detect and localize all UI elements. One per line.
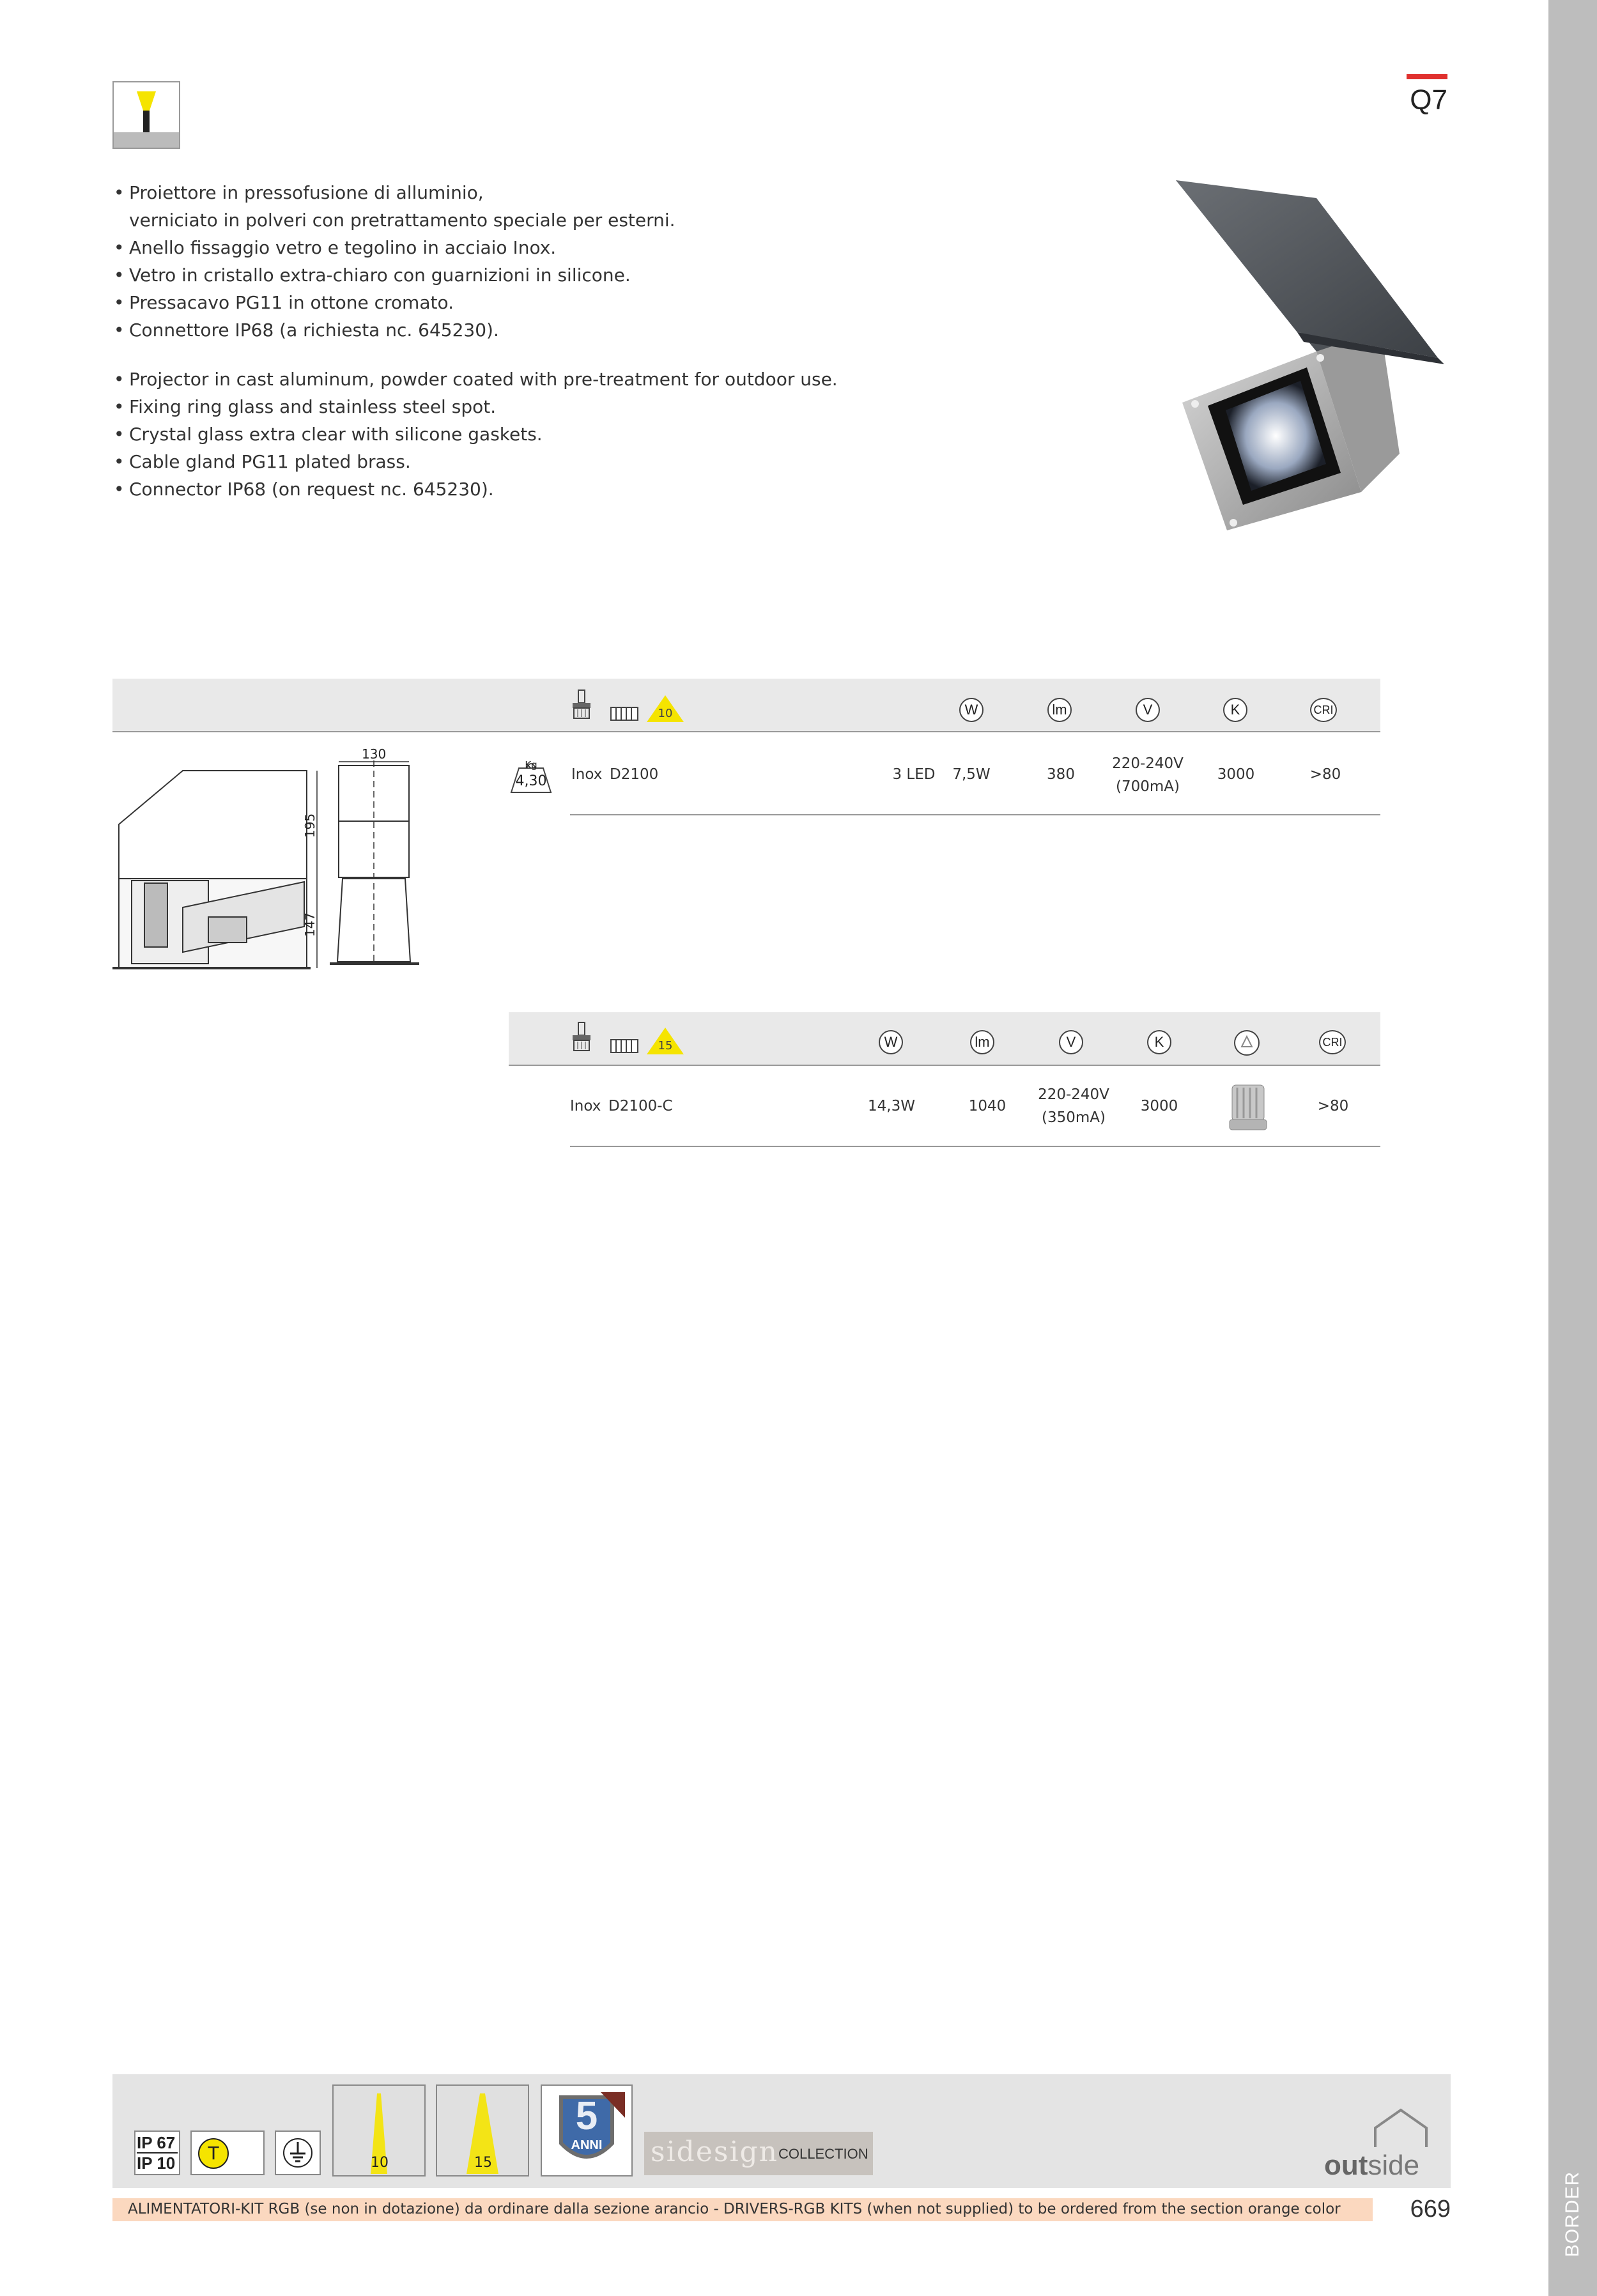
article-code: D2100-C — [608, 1098, 673, 1114]
description-english — [112, 366, 943, 503]
cri-icon: CRI — [1310, 698, 1337, 722]
warranty-years: 5 — [575, 2094, 598, 2138]
volt-icon: V — [1136, 698, 1160, 722]
dim-width: 130 — [362, 746, 387, 762]
brand-side: side — [651, 2136, 714, 2168]
warranty-badge — [541, 2084, 633, 2177]
current: (350mA) — [1042, 1109, 1106, 1126]
desc-en-line: • Cable gland PG11 plated brass. — [112, 448, 943, 475]
article-code: D2100 — [610, 766, 659, 783]
volt-icon: V — [1059, 1030, 1083, 1054]
light-source: 3 LED — [892, 766, 936, 783]
desc-it-line: • Proiettore in pressofusione di alluminio, verniciato in polveri con pretrattamento speciale per esterni. — [112, 179, 943, 234]
lumen-icon: lm — [970, 1030, 994, 1054]
ip-rating-badge — [134, 2130, 180, 2175]
beam-15-label: 15 — [474, 2155, 492, 2171]
color-temperature: 3000 — [1140, 1098, 1178, 1114]
beam-angle-value: 10 — [658, 707, 673, 720]
earth-class-badge — [275, 2130, 321, 2175]
brand-sign: sign — [713, 2136, 779, 2168]
lumen: 380 — [1047, 766, 1075, 783]
desc-it-line: • Pressacavo PG11 in ottone cromato. — [112, 289, 943, 316]
desc-it-line: • Vetro in cristallo extra-chiaro con guarnizioni in silicone. — [112, 261, 943, 289]
desc-en-line: • Connector IP68 (on request nc. 645230). — [112, 475, 943, 503]
desc-en-line: • Projector in cast aluminum, powder coated with pre-treatment for outdoor use. — [112, 366, 943, 393]
dim-upper-height: 195 — [302, 813, 318, 838]
drivers-notice — [112, 2198, 1373, 2221]
beam-angle-icon — [645, 1026, 685, 1058]
section-sidebar — [1548, 0, 1597, 2296]
beam-15-badge — [436, 2084, 529, 2177]
table1-row-divider — [570, 814, 1380, 815]
description-italian — [112, 179, 943, 344]
power: 7,5W — [952, 766, 991, 783]
code-accent-bar — [1407, 74, 1447, 79]
product-code: Q7 — [1410, 84, 1447, 116]
driver-icon — [610, 1039, 638, 1056]
weight-icon — [510, 758, 552, 794]
ground-spot-type-icon — [112, 81, 180, 149]
ip-top: IP 67 — [137, 2133, 178, 2153]
cri-value: >80 — [1317, 1098, 1349, 1114]
table1-header — [112, 679, 1380, 732]
led-module-photo — [1226, 1081, 1270, 1137]
driver-icon — [610, 707, 638, 723]
outside-light: side — [1368, 2150, 1420, 2181]
cri-icon: CRI — [1319, 1030, 1346, 1054]
power: 14,3W — [868, 1098, 915, 1114]
ip-bottom: IP 10 — [137, 2153, 176, 2173]
color-temperature: 3000 — [1217, 766, 1255, 783]
weight-value: 4,30 — [515, 773, 547, 789]
cri-value: >80 — [1309, 766, 1341, 783]
voltage: 220-240V — [1038, 1086, 1109, 1103]
desc-en-line: • Fixing ring glass and stainless steel spot. — [112, 393, 943, 420]
outside-logo — [1324, 2096, 1429, 2179]
warranty-text: ANNI — [571, 2138, 603, 2152]
temperature-badge — [190, 2130, 265, 2175]
current: (700mA) — [1116, 778, 1180, 795]
kelvin-icon: K — [1223, 698, 1247, 722]
beam-10-label: 10 — [371, 2155, 389, 2171]
lumen: 1040 — [968, 1098, 1007, 1114]
voltage: 220-240V — [1112, 755, 1184, 772]
kelvin-icon: K — [1147, 1030, 1171, 1054]
page-number: 669 — [1410, 2196, 1451, 2223]
table2-row-divider — [570, 1146, 1380, 1147]
lumen-icon: lm — [1047, 698, 1072, 722]
beam-10-badge — [332, 2084, 426, 2177]
led-module-icon — [1233, 1029, 1261, 1059]
watt-icon: W — [959, 698, 984, 722]
finish: Inox — [570, 1098, 601, 1114]
watt-icon: W — [879, 1030, 903, 1054]
lamp-holder-icon — [570, 1021, 593, 1054]
desc-en-line: • Crystal glass extra clear with silicone gaskets. — [112, 420, 943, 448]
sidesign-collection-logo — [644, 2132, 873, 2175]
desc-it-line: • Connettore IP68 (a richiesta nc. 645230). — [112, 316, 943, 344]
dim-lower-height: 147 — [302, 912, 318, 937]
section-label: BORDER — [1562, 2171, 1583, 2258]
beam-angle-value: 15 — [658, 1039, 673, 1052]
outside-bold: out — [1324, 2150, 1368, 2181]
collection-label: COLLECTION — [778, 2146, 868, 2162]
finish: Inox — [571, 766, 603, 783]
notice-text: ALIMENTATORI-KIT RGB (se non in dotazione) da ordinare dalla sezione arancio - DRIVERS-RGB KITS (when not supplied) to be ordered from the section orange color — [128, 2201, 1341, 2217]
lamp-holder-icon — [570, 689, 593, 722]
product-photo — [1169, 173, 1457, 530]
t-symbol-icon: T — [198, 2138, 229, 2169]
beam-angle-icon — [645, 694, 685, 726]
desc-it-line: • Anello fissaggio vetro e tegolino in acciaio Inox. — [112, 234, 943, 261]
weight-unit: Kg — [525, 759, 537, 771]
dimension-drawing — [112, 748, 445, 971]
